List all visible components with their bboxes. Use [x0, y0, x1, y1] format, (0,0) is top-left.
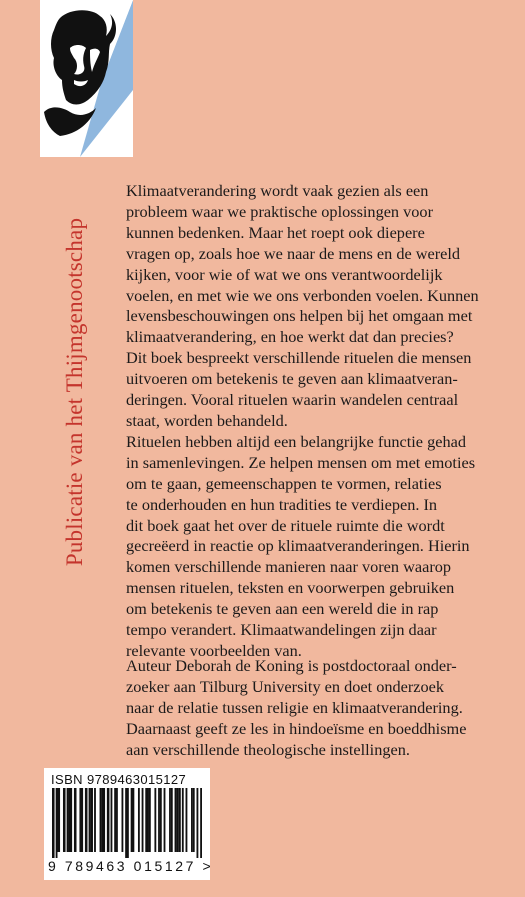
barcode-icon	[52, 788, 202, 858]
portrait-logo-icon	[40, 0, 133, 157]
isbn-label: ISBN 9789463015127	[51, 772, 187, 787]
barcode-bar	[127, 788, 129, 858]
description-line: Rituelen hebben altijd een belangrijke functie gehad	[126, 431, 466, 451]
barcode-bar	[107, 788, 110, 852]
barcode-bar	[154, 788, 156, 852]
barcode-bar	[182, 788, 184, 852]
barcode-bar	[74, 788, 77, 852]
author-bio-line: Daarnaast geeft ze les in hindoeïsme en boeddhisme	[126, 718, 467, 738]
barcode-bar	[178, 788, 181, 852]
barcode-bar	[191, 788, 193, 852]
barcode-bar	[57, 788, 60, 852]
description-line: relevante voorbeelden van.	[126, 640, 302, 660]
description-line: uitvoeren om betekenis te geven aan klimaatveran-	[126, 369, 458, 389]
barcode-bar	[175, 788, 177, 852]
portrait-logo	[40, 0, 133, 157]
description-line: te onderhouden en hun tradities te verdiepen. In	[126, 494, 438, 514]
book-description	[126, 181, 508, 662]
description-line: staat, worden behandeld.	[126, 410, 288, 430]
description-line: gecreëerd in reactie op klimaatveranderingen. Hierin	[126, 536, 470, 556]
author-bio-line: naar de relatie tussen religie en klimaatverandering.	[126, 697, 463, 717]
barcode-bar	[85, 788, 88, 852]
barcode-bar	[122, 788, 124, 852]
description-line: Dit boek bespreekt verschillende rituelen die mensen	[126, 348, 472, 368]
barcode-bar	[56, 788, 58, 858]
description-line: vragen op, zoals hoe we naar de mens en de wereld	[126, 243, 461, 263]
description-line: om betekenis te geven aan een wereld die in rap	[126, 599, 439, 619]
barcode-bar	[164, 788, 166, 852]
barcode-bar	[67, 788, 69, 852]
isbn-barcode	[44, 768, 214, 880]
barcode-bar	[197, 788, 199, 858]
description-line: levensbeschouwingen ons helpen bij het omgaan met	[126, 306, 473, 326]
barcode-bar	[131, 788, 133, 852]
barcode-bar	[193, 788, 195, 852]
barcode-bar	[200, 788, 202, 858]
description-line: dit boek gaat het over de rituele ruimte die wordt	[126, 515, 445, 535]
barcode-bar	[158, 788, 160, 852]
barcode-bar	[186, 788, 188, 852]
description-line: probleem waar we praktische oplossingen voor	[126, 201, 433, 221]
barcode-bar	[160, 788, 162, 852]
barcode-bar	[142, 788, 144, 852]
barcode-bar	[116, 788, 118, 852]
author-bio-line: zoeker aan Tilburg University en doet onderzoek	[126, 676, 445, 696]
barcode-bar	[171, 788, 173, 852]
barcode-bar	[114, 788, 116, 852]
barcode-bar	[81, 788, 83, 852]
description-line: in samenlevingen. Ze helpen mensen om met emoties	[126, 452, 476, 472]
description-line: klimaatverandering, en hoe werkt dat dan precies?	[126, 327, 454, 347]
author-bio	[126, 656, 508, 761]
description-line: Klimaatverandering wordt vaak gezien als een	[126, 181, 429, 200]
description-line: voelen, en met wie we ons verbonden voelen. Kunnen	[126, 285, 479, 305]
barcode-bar	[52, 788, 55, 858]
barcode-bar	[125, 788, 127, 858]
barcode-bar	[149, 788, 151, 852]
barcode-bar	[63, 788, 66, 852]
description-line: mensen rituelen, teksten en voorwerpen gebruiken	[126, 578, 455, 598]
vertical-series-title	[60, 172, 90, 612]
isbn-digits: 9 789463 015127 >	[48, 858, 214, 874]
barcode-bar	[94, 788, 96, 852]
barcode-bar	[176, 788, 178, 852]
barcode-bar	[100, 788, 102, 852]
barcode-bar	[147, 788, 149, 852]
barcode-bar	[111, 788, 113, 852]
author-bio-line: aan verschillende theologische instellingen.	[126, 739, 410, 759]
description-line: deringen. Vooral rituelen waarin wandelen centraal	[126, 390, 459, 410]
series-title-text: Publicatie van het Thijmgenootschap	[62, 217, 87, 567]
barcode-bar	[132, 788, 134, 852]
barcode-bar	[169, 788, 171, 852]
barcode-bar	[103, 788, 105, 852]
description-line: kijken, voor wie of wat we ons verantwoordelijk	[126, 264, 443, 284]
description-line: om te gaan, gemeenschappen te vormen, relaties	[126, 473, 442, 493]
description-line: kunnen bedenken. Maar het roept ook diepere	[126, 222, 425, 242]
barcode-bar	[89, 788, 91, 852]
description-line: komen verschillende manieren naar voren waarop	[126, 557, 452, 577]
author-bio-line: Auteur Deborah de Koning is postdoctoraal onder-	[126, 656, 457, 675]
barcode-bar	[138, 788, 140, 852]
barcode-bar	[70, 788, 72, 852]
barcode-bar	[90, 788, 93, 852]
description-line: tempo verandert. Klimaatwandelingen zijn daar	[126, 620, 437, 640]
